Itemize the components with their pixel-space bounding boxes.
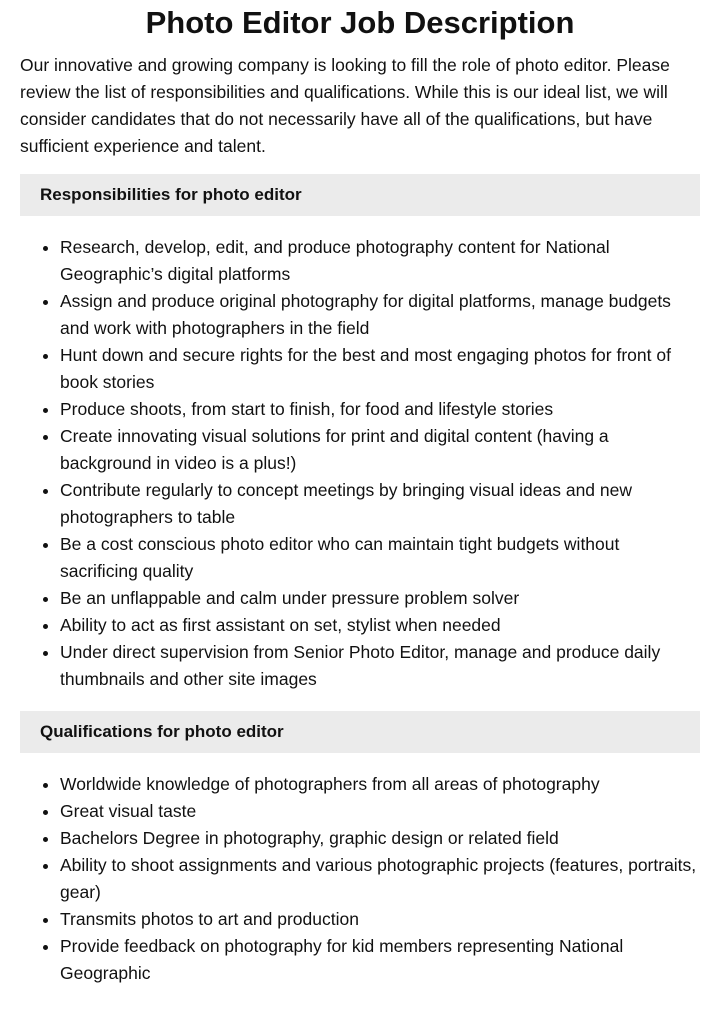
- list-item: • Assign and produce original photography for digital platforms, manage budgets and work with photographers in the field: [60, 288, 700, 342]
- list-item: • Create innovating visual solutions for print and digital content (having a background in video is a plus!): [60, 423, 700, 477]
- list-item: • Great visual taste: [60, 798, 700, 825]
- list-item: • Research, develop, edit, and produce photography content for National Geographic’s digital platforms: [60, 234, 700, 288]
- list-item: • Hunt down and secure rights for the best and most engaging photos for front of book stories: [60, 342, 700, 396]
- list-item: • Ability to shoot assignments and various photographic projects (features, portraits, gear): [60, 852, 700, 906]
- qualifications-list: [20, 771, 700, 987]
- list-item: • Produce shoots, from start to finish, for food and lifestyle stories: [60, 396, 700, 423]
- page-title: Photo Editor Job Description: [145, 5, 575, 40]
- intro-paragraph: Our innovative and growing company is looking to fill the role of photo editor. Please review the list of responsibilities and qualifications. While this is our ideal list, we will consider candidates that do not necessarily have all of the qualifications, but have sufficient experience and talent.: [20, 55, 670, 156]
- list-item: • Be a cost conscious photo editor who can maintain tight budgets without sacrificing quality: [60, 531, 700, 585]
- list-item: • Provide feedback on photography for kid members representing National Geographic: [60, 933, 700, 987]
- list-item: • Transmits photos to art and production: [60, 906, 700, 933]
- list-item: • Under direct supervision from Senior Photo Editor, manage and produce daily thumbnails and other site images: [60, 639, 700, 693]
- list-item: • Ability to act as first assistant on set, stylist when needed: [60, 612, 700, 639]
- responsibilities-list: [20, 234, 700, 693]
- list-item: • Be an unflappable and calm under pressure problem solver: [60, 585, 700, 612]
- list-item: • Worldwide knowledge of photographers from all areas of photography: [60, 771, 700, 798]
- qualifications-heading: Qualifications for photo editor: [20, 711, 700, 753]
- list-item: • Contribute regularly to concept meetings by bringing visual ideas and new photographers to table: [60, 477, 700, 531]
- list-item: • Bachelors Degree in photography, graphic design or related field: [60, 825, 700, 852]
- responsibilities-heading: Responsibilities for photo editor: [20, 174, 700, 216]
